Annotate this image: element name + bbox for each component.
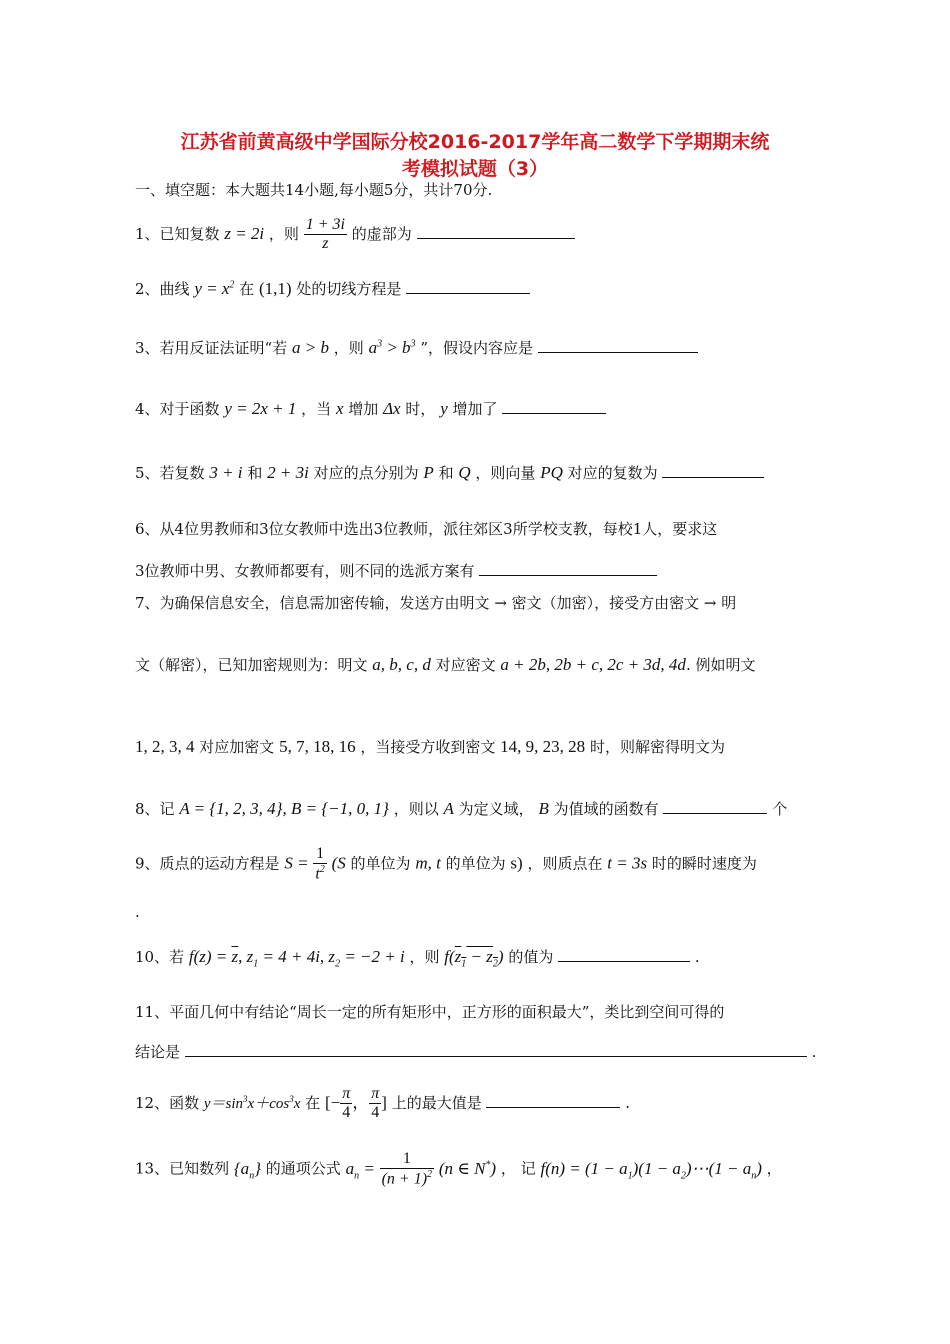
q13-an: $a_n$ = (345, 1158, 375, 1181)
section-header: 一、填空题：本大题共14小题,每小题5分，共计70分. (135, 181, 493, 199)
q10-text-b: ，则 (409, 948, 440, 966)
q7-text-e: ，当接受方收到密文 (360, 738, 496, 756)
q9-unit-s: (S (331, 853, 346, 873)
question-1 (135, 216, 575, 254)
question-7-line-3 (135, 736, 725, 757)
q3-formula-a: a > b (292, 338, 329, 357)
q12-answer-blank[interactable] (486, 1093, 620, 1108)
q11-text: 结论是 (135, 1043, 181, 1061)
q3-text-a: 3、若用反证法证明“若 (135, 339, 288, 357)
q5-text-e: ，则向量 (475, 464, 536, 482)
q7-ciphertext-rule: a + 2b, 2b + c, 2c + 3d, 4d (500, 655, 686, 674)
q5-text-b: 和 (247, 464, 263, 482)
q7-text-b: 对应密文 (435, 656, 496, 674)
q10-expression: $f(z_1 - z_2)$ (444, 947, 504, 970)
question-8 (135, 798, 787, 819)
question-10 (135, 946, 700, 969)
question-7-line-2: 文（解密），已知加密规则为：明文 a, b, c, d 对应密文 a + 2b, 2b + c, 2c + 3d, 4d. 例如明文 (135, 655, 756, 674)
q8-sets: A = {1, 2, 3, 4}, B = {−1, 0, 1} (179, 799, 389, 818)
q5-point-q: Q (458, 463, 471, 482)
q9-unit-m: m, t (415, 853, 441, 873)
q7-example-cipher: 5, 7, 18, 16 (279, 737, 356, 756)
q9-time: t = 3s (607, 853, 648, 873)
q7-text-f: 时，则解密得明文为 (589, 738, 725, 756)
q11-answer-blank[interactable] (185, 1042, 807, 1057)
q1-formula: z = 2i (224, 223, 265, 243)
q9-unit-sec: s) (510, 853, 523, 873)
q5-text-d: 和 (438, 464, 454, 482)
question-13 (135, 1150, 782, 1189)
q3-text-c: ”，假设内容应是 (420, 339, 533, 357)
q5-vector: PQ (540, 463, 563, 482)
q13-domain: (n ∈ N*) (438, 1158, 497, 1178)
q2-text-c: 处的切线方程是 (296, 280, 402, 298)
q6-text: 3位教师中男、女教师都要有，则不同的选派方案有 (135, 562, 475, 580)
question-6-line-2 (135, 560, 657, 581)
q9-text-a: 9、质点的运动方程是 (135, 854, 280, 873)
q4-text-c: 增加 (348, 400, 379, 418)
question-12 (135, 1085, 630, 1123)
q1-text-a: 1、已知复数 (135, 224, 220, 243)
q1-fraction: $\frac{1 + 3i}{z}$ (305, 216, 345, 253)
q4-text-a: 4、对于函数 (135, 400, 220, 418)
q4-text-d: 时， (405, 400, 436, 418)
question-11-line-1: 11、平面几何中有结论“周长一定的所有矩形中，正方形的面积最大”，类比到空间可得的 (135, 1003, 725, 1021)
q2-text-b: 在 (239, 280, 255, 298)
q4-formula: y = 2x + 1 (224, 399, 297, 418)
q13-text-d: 记 (520, 1159, 536, 1178)
question-9 (135, 845, 757, 884)
q13-text-b: 的通项公式 (265, 1159, 341, 1178)
question-5 (135, 462, 764, 483)
q4-var-y: y (440, 399, 448, 418)
q10-text-c: 的值为 (508, 948, 554, 966)
title-line-2: 考模拟试题（3） (401, 158, 549, 180)
q13-text-c: ， (500, 1159, 516, 1178)
q8-text-b: ，则以 (393, 800, 439, 818)
q9-formula: S = (284, 853, 309, 873)
q9-text-c: 的单位为 (445, 854, 506, 873)
q7-text-a: 文（解密），已知加密规则为：明文 (135, 656, 368, 674)
q2-answer-blank[interactable] (406, 279, 530, 294)
q10-text-a: 10、若 (135, 948, 185, 966)
q4-delta-x: Δx (383, 399, 401, 418)
q3-text-b: ，则 (333, 339, 364, 357)
q8-text-c: 为定义域， (458, 800, 534, 818)
question-11-line-2 (135, 1041, 816, 1062)
q2-text-a: 2、曲线 (135, 280, 190, 298)
q5-text-f: 对应的复数为 (567, 464, 658, 482)
q4-text-e: 增加了 (452, 400, 498, 418)
q13-product: $f(n) = (1 - a_1)(1$ − $a_2)\cdots(1 - a_n)$ (540, 1158, 762, 1181)
question-7-line-1: 7、为确保信息安全，信息需加密传输，发送方由明文 → 密文（加密），接受方由密文 → 明 (135, 594, 737, 612)
q6-answer-blank[interactable] (479, 561, 657, 576)
q12-interval: [− $\frac{\pi}{4}$ ， $\frac{\pi}{4}$ ] (324, 1085, 387, 1122)
q8-text-d: 为值域的函数有 (553, 800, 659, 818)
q7-text-c: 例如明文 (695, 656, 756, 674)
title-line-1: 江苏省前黄高级中学国际分校2016-2017学年高二数学下学期期末统 (180, 131, 770, 153)
q1-text-b: ，则 (268, 224, 299, 243)
q5-point-p: P (423, 463, 434, 482)
q10-formula: $f(z) = \overline{z}$, $z_1 = 4 + 4i$, $z_2 = -2 + i$ (188, 947, 405, 970)
q13-fraction: $\frac{1}{(n + 1)^2}$ (381, 1150, 433, 1188)
q2-point: (1,1) (258, 279, 292, 298)
q12-formula: $y=\sin^3x+\cos^3x$ (203, 1093, 301, 1112)
question-4 (135, 398, 606, 419)
q9-fraction: $\frac{1}{t^2}$ (315, 845, 325, 883)
q1-answer-blank[interactable] (417, 224, 575, 239)
q3-formula-b: $a^3 > b^3$ (368, 338, 416, 357)
q10-answer-blank[interactable] (558, 947, 690, 962)
q4-text-b: ，当 (301, 400, 332, 418)
q9-text-e: 时的瞬时速度为 (651, 854, 757, 873)
q9-text-d: ，则质点在 (527, 854, 603, 873)
q4-var-x: x (335, 399, 344, 418)
question-6-line-1: 6、从4位男教师和3位女教师中选出3位教师，派往郊区3所学校支教，每校1人，要求这 (135, 520, 718, 538)
q5-text-c: 对应的点分别为 (313, 464, 419, 482)
q13-text-e: ， (766, 1159, 782, 1178)
q8-text-e: 个 (772, 800, 788, 818)
q8-var-a: A (443, 799, 454, 818)
q1-text-c: 的虚部为 (351, 224, 412, 243)
q12-text-a: 12、函数 (135, 1093, 200, 1112)
question-2 (135, 278, 530, 299)
q5-complex-2: 2 + 3i (267, 463, 309, 482)
q12-text-c: 上的最大值是 (391, 1093, 482, 1112)
question-3 (135, 337, 698, 358)
q7-text-d: 对应加密文 (199, 738, 275, 756)
q2-formula: $y = x^2$ (194, 279, 235, 298)
q5-answer-blank[interactable] (662, 463, 764, 478)
q8-answer-blank[interactable] (663, 799, 767, 814)
q7-example-plain: 1, 2, 3, 4 (135, 737, 195, 756)
q13-text-a: 13、已知数列 (135, 1159, 230, 1178)
q5-text-a: 5、若复数 (135, 464, 205, 482)
question-9-end: . (135, 903, 140, 921)
q12-text-d: . (625, 1093, 631, 1112)
q12-text-b: 在 (305, 1093, 321, 1112)
q8-var-b: B (538, 799, 549, 818)
q7-received-cipher: 14, 9, 23, 28 (500, 737, 586, 756)
q13-sequence: $\{a_n\}$ (233, 1158, 261, 1181)
q10-text-d: . (694, 948, 700, 966)
q5-complex-1: 3 + i (209, 463, 243, 482)
q3-answer-blank[interactable] (538, 338, 698, 353)
q9-text-b: 的单位为 (350, 854, 411, 873)
q4-answer-blank[interactable] (502, 399, 606, 414)
q7-plaintext: a, b, c, d (372, 655, 431, 674)
q11-end: . (811, 1043, 817, 1061)
q8-text-a: 8、记 (135, 800, 175, 818)
